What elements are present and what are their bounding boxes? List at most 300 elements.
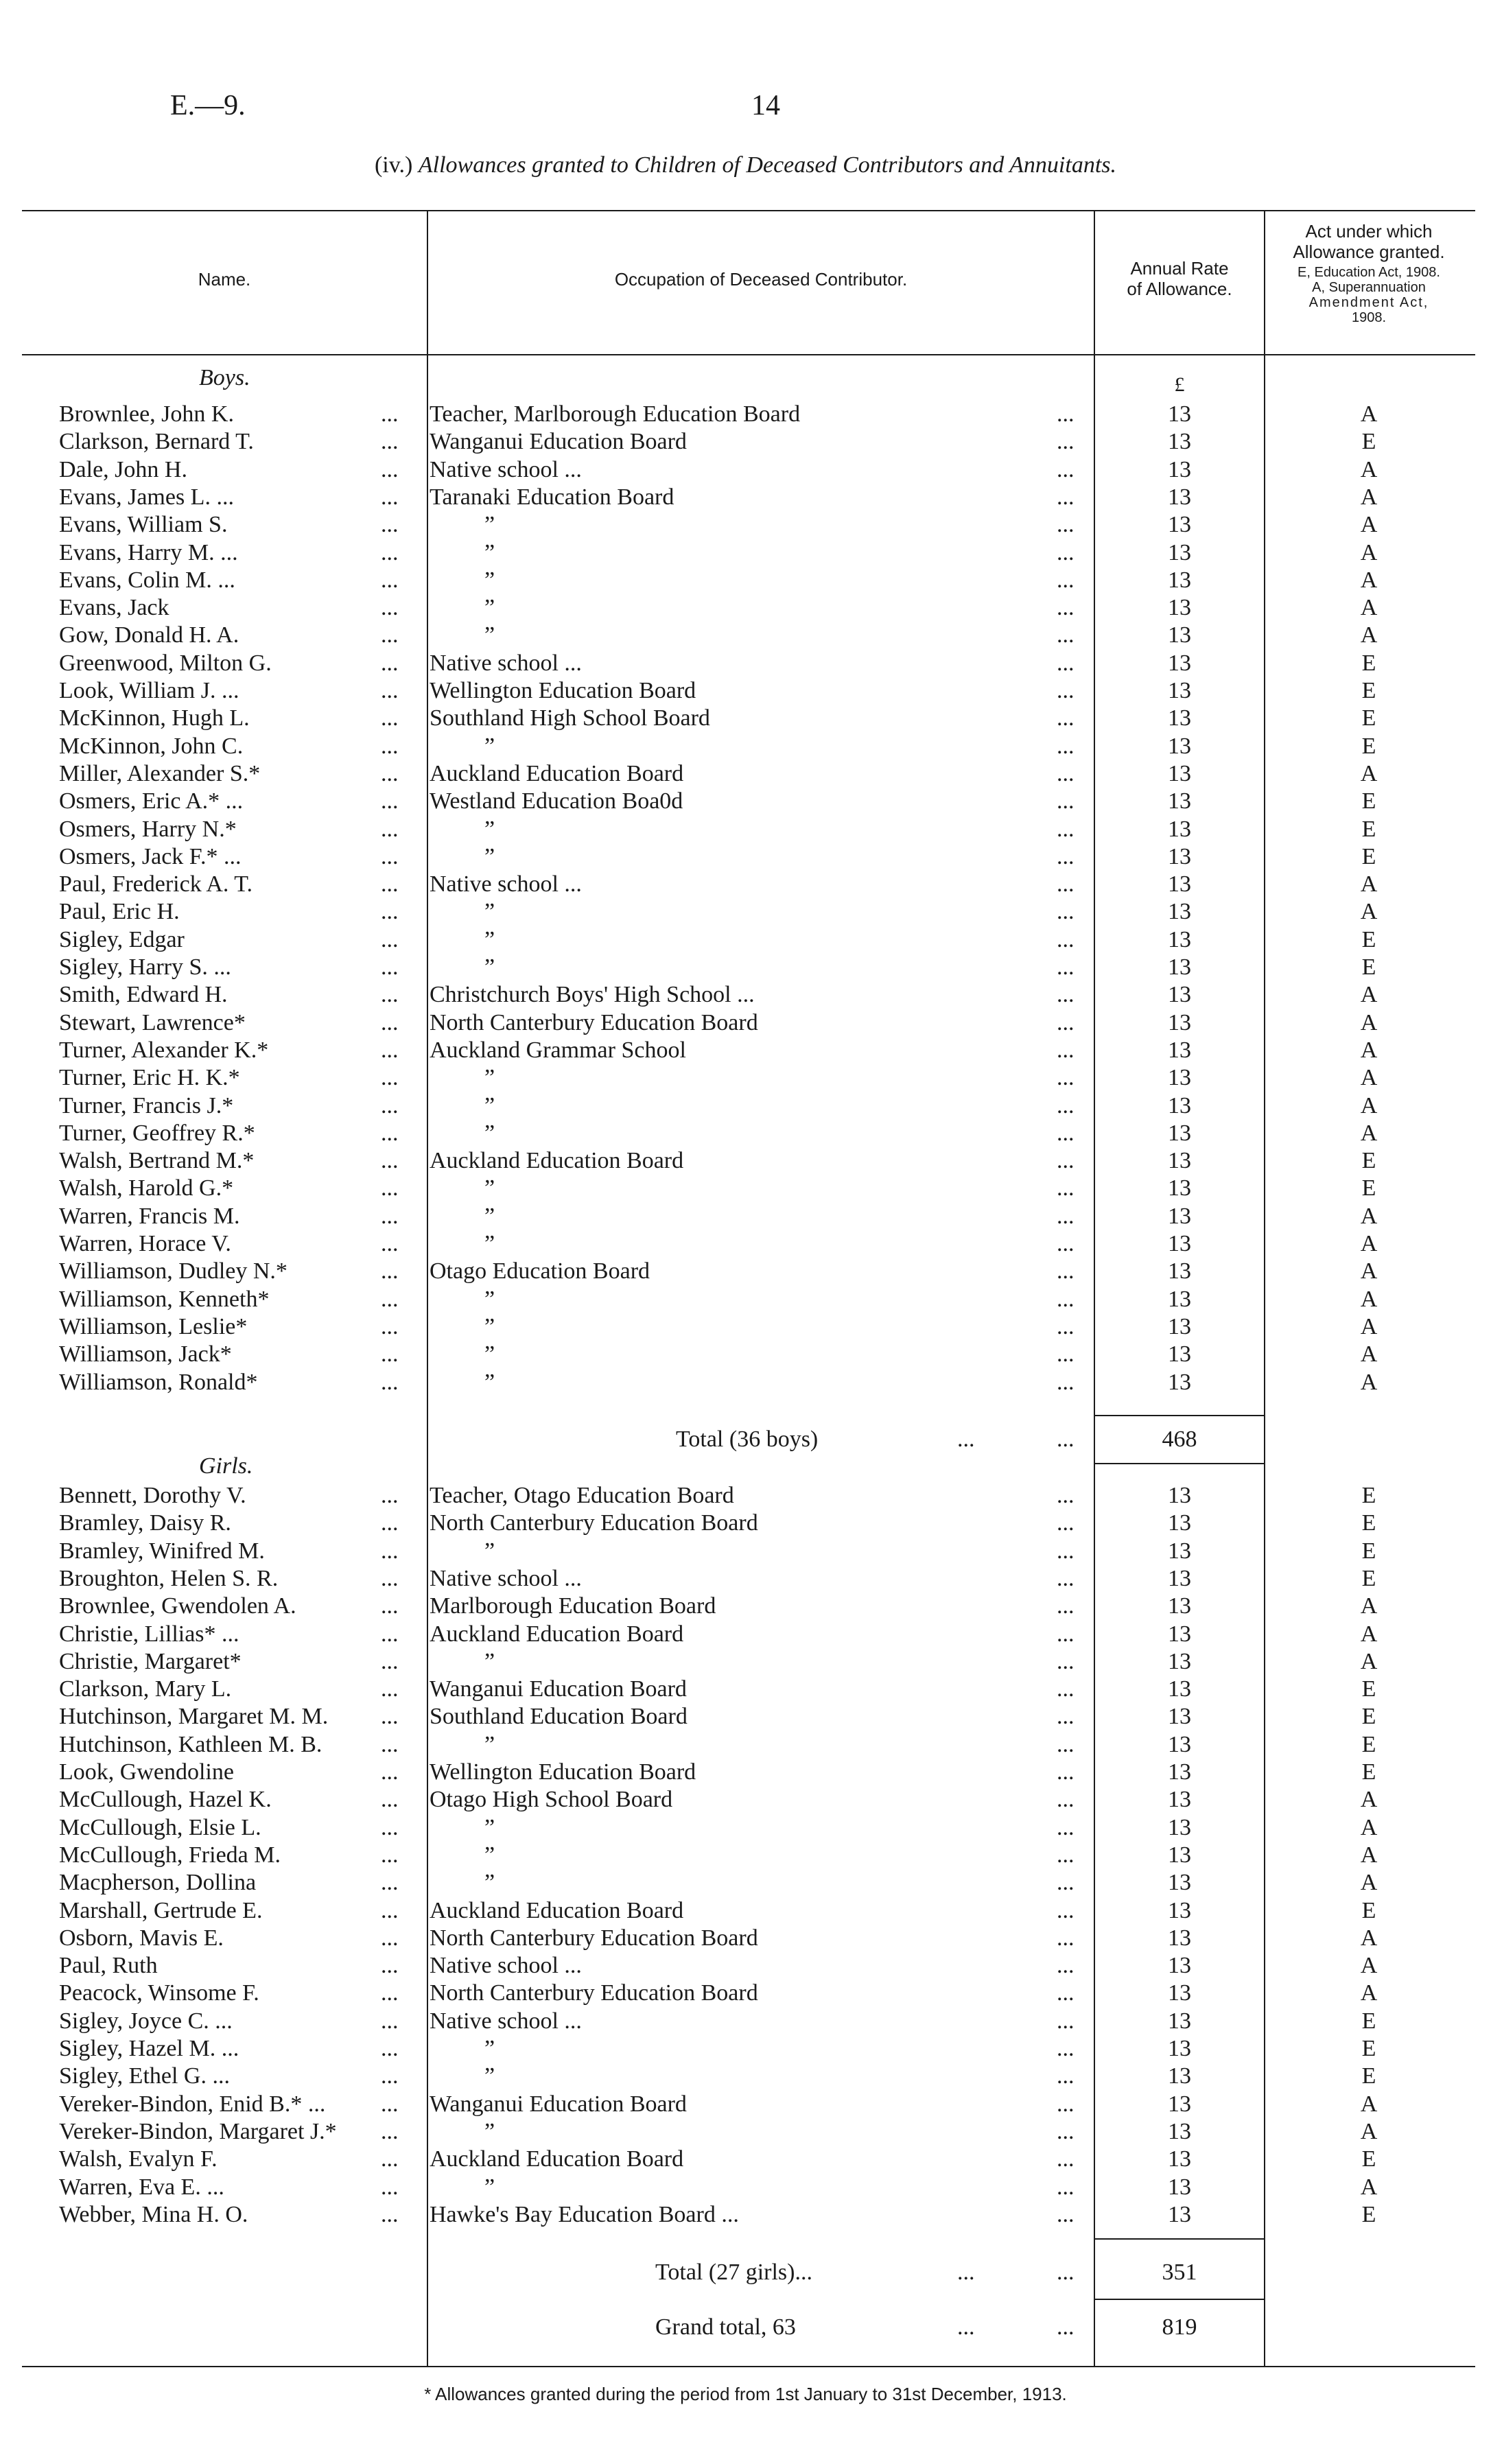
- act-cell: A: [1360, 2118, 1378, 2144]
- name-cell: Osmers, Harry N.*: [59, 816, 237, 842]
- occupation-cell: Teacher, Marlborough Education Board: [430, 401, 801, 427]
- table-row: [0, 843, 1491, 871]
- name-cell: Turner, Geoffrey R.*: [59, 1120, 255, 1146]
- name-cell: Bennett, Dorothy V.: [59, 1483, 246, 1508]
- table-row: [0, 594, 1491, 622]
- act-cell: E: [1361, 429, 1376, 455]
- occupation-cell: Auckland Education Board: [430, 2146, 684, 2172]
- rate-cell: 13: [1168, 1286, 1191, 1312]
- name-leader: ...: [381, 1148, 399, 1174]
- occupation-cell: Wanganui Education Board: [430, 1676, 687, 1702]
- name-cell: Osmers, Eric A.* ...: [59, 788, 244, 814]
- rate-cell: 13: [1168, 1676, 1191, 1702]
- name-cell: Sigley, Edgar: [59, 926, 185, 952]
- ditto-mark: ”: [484, 2063, 495, 2089]
- act-cell: A: [1360, 1231, 1378, 1256]
- table-row: [0, 677, 1491, 705]
- name-leader: ...: [381, 1286, 399, 1312]
- occupation-leader: ...: [1057, 1148, 1075, 1174]
- footnote: * Allowances granted during the period from 1st January to 31st December, 1913.: [424, 2384, 1067, 2404]
- name-leader: ...: [381, 539, 399, 565]
- act-cell: E: [1361, 2146, 1376, 2172]
- occupation-leader: ...: [1057, 816, 1075, 842]
- occupation-leader: ...: [1057, 2146, 1075, 2172]
- act-cell: E: [1361, 650, 1376, 676]
- act-cell: A: [1360, 456, 1378, 482]
- occupation-cell: Hawke's Bay Education Board ...: [430, 2201, 739, 2227]
- name-leader: ...: [381, 733, 399, 759]
- name-cell: Paul, Eric H.: [59, 899, 180, 925]
- act-cell: E: [1361, 1483, 1376, 1508]
- occupation-leader: ...: [1057, 1120, 1075, 1146]
- name-leader: ...: [381, 595, 399, 621]
- occupation-leader: ...: [1057, 1787, 1075, 1813]
- rate-cell: 13: [1168, 871, 1191, 897]
- rate-cell: 13: [1168, 1313, 1191, 1339]
- column-header-name: Name.: [198, 269, 251, 290]
- occupation-leader: ...: [1057, 622, 1075, 648]
- act-cell: A: [1360, 1258, 1378, 1284]
- occupation-cell: Auckland Education Board: [430, 1621, 684, 1647]
- act-cell: A: [1360, 512, 1378, 538]
- occupation-cell: Westland Education Boa0d: [430, 788, 683, 814]
- ditto-mark: ”: [484, 595, 495, 621]
- name-leader: ...: [381, 2174, 399, 2200]
- occupation-leader: ...: [1057, 899, 1075, 925]
- name-leader: ...: [381, 1980, 399, 2006]
- occupation-cell: Otago Education Board: [430, 1258, 650, 1284]
- rate-cell: 13: [1168, 1897, 1191, 1923]
- name-cell: Warren, Horace V.: [59, 1231, 231, 1256]
- girls-total-label: Total (27 girls)...: [655, 2260, 812, 2285]
- table-row: [0, 1814, 1491, 1842]
- act-cell: A: [1360, 622, 1378, 648]
- act-cell: E: [1361, 954, 1376, 980]
- table-row: [0, 871, 1491, 898]
- rate-cell: 13: [1168, 1925, 1191, 1951]
- act-cell: E: [1361, 1538, 1376, 1564]
- act-cell: A: [1360, 1286, 1378, 1312]
- occupation-cell: Native school ...: [430, 650, 582, 676]
- rate-cell: 13: [1168, 1842, 1191, 1868]
- column-header-rate: [1095, 258, 1264, 299]
- act-cell: A: [1360, 1203, 1378, 1229]
- name-leader: ...: [381, 1092, 399, 1118]
- name-cell: Osmers, Jack F.* ...: [59, 843, 242, 869]
- name-cell: Smith, Edward H.: [59, 982, 228, 1008]
- act-cell: A: [1360, 1593, 1378, 1619]
- table-row: [0, 1648, 1491, 1676]
- rate-cell: 13: [1168, 1565, 1191, 1591]
- name-cell: Turner, Eric H. K.*: [59, 1065, 240, 1091]
- rate-cell: 13: [1168, 2118, 1191, 2144]
- name-leader: ...: [381, 982, 399, 1008]
- column-header-act-line2: Allowance granted.: [1293, 242, 1445, 262]
- name-cell: Clarkson, Mary L.: [59, 1676, 232, 1702]
- act-cell: E: [1361, 1565, 1376, 1591]
- name-leader: ...: [381, 1120, 399, 1146]
- occupation-leader: ...: [1057, 705, 1075, 731]
- ditto-mark: ”: [484, 1065, 495, 1091]
- occupation-leader: ...: [1057, 2091, 1075, 2117]
- occupation-leader: ...: [1057, 1483, 1075, 1508]
- name-leader: ...: [381, 2201, 399, 2227]
- occupation-leader: ...: [1057, 1037, 1075, 1063]
- name-cell: Williamson, Kenneth*: [59, 1286, 270, 1312]
- act-cell: A: [1360, 2091, 1378, 2117]
- name-cell: McKinnon, John C.: [59, 733, 244, 759]
- occupation-cell: Otago High School Board: [430, 1787, 673, 1813]
- act-cell: E: [1361, 1704, 1376, 1730]
- act-cell: A: [1360, 1814, 1378, 1840]
- name-leader: ...: [381, 1953, 399, 1979]
- name-cell: Greenwood, Milton G.: [59, 650, 272, 676]
- rate-cell: 13: [1168, 982, 1191, 1008]
- act-cell: A: [1360, 1092, 1378, 1118]
- act-cell: A: [1360, 567, 1378, 593]
- name-leader: ...: [381, 567, 399, 593]
- table-title-prefix: (iv.): [374, 152, 413, 178]
- table-row: [0, 1230, 1491, 1258]
- rate-cell: 13: [1168, 1483, 1191, 1508]
- occupation-leader: ...: [1057, 1231, 1075, 1256]
- name-cell: Brownlee, John K.: [59, 401, 234, 427]
- column-header-act-line1: Act under which: [1305, 221, 1433, 242]
- name-cell: Gow, Donald H. A.: [59, 622, 239, 648]
- rate-cell: 13: [1168, 2091, 1191, 2117]
- name-cell: Vereker-Bindon, Margaret J.*: [59, 2118, 337, 2144]
- column-header-rate-line1: Annual Rate: [1130, 258, 1229, 279]
- boys-total-rule: [1094, 1463, 1265, 1464]
- rate-cell: 13: [1168, 733, 1191, 759]
- act-cell: E: [1361, 1759, 1376, 1785]
- girls-subtotal-rule: [1094, 2238, 1265, 2240]
- occupation-cell: Wellington Education Board: [430, 678, 696, 703]
- name-leader: ...: [381, 954, 399, 980]
- section-heading-boys: Boys.: [199, 365, 250, 390]
- table-row: [0, 1092, 1491, 1120]
- table-row: [0, 1869, 1491, 1897]
- name-cell: Macpherson, Dollina: [59, 1870, 257, 1896]
- name-cell: Look, William J. ...: [59, 678, 239, 703]
- name-leader: ...: [381, 1538, 399, 1564]
- occupation-leader: ...: [1057, 1897, 1075, 1923]
- rate-cell: 13: [1168, 1704, 1191, 1730]
- name-leader: ...: [381, 429, 399, 455]
- occupation-cell: Native school ...: [430, 456, 582, 482]
- rate-cell: 13: [1168, 1787, 1191, 1813]
- name-leader: ...: [381, 843, 399, 869]
- rate-cell: 13: [1168, 1621, 1191, 1647]
- name-leader: ...: [381, 512, 399, 538]
- occupation-cell: Wanganui Education Board: [430, 429, 687, 455]
- rate-cell: 13: [1168, 2063, 1191, 2089]
- name-leader: ...: [381, 1731, 399, 1757]
- name-leader: ...: [381, 926, 399, 952]
- name-cell: Evans, Jack: [59, 595, 169, 621]
- table-row: [0, 733, 1491, 760]
- name-cell: Dale, John H.: [59, 456, 187, 482]
- rate-cell: 13: [1168, 2146, 1191, 2172]
- occupation-leader: ...: [1057, 1313, 1075, 1339]
- name-cell: Sigley, Joyce C. ...: [59, 2008, 233, 2034]
- name-cell: Warren, Francis M.: [59, 1203, 240, 1229]
- act-cell: E: [1361, 705, 1376, 731]
- occupation-cell: Auckland Education Board: [430, 1148, 684, 1174]
- rate-cell: 13: [1168, 1092, 1191, 1118]
- occupation-cell: Wanganui Education Board: [430, 2091, 687, 2117]
- occupation-cell: Teacher, Otago Education Board: [430, 1483, 734, 1508]
- act-cell: E: [1361, 843, 1376, 869]
- occupation-cell: Southland High School Board: [430, 705, 710, 731]
- occupation-leader: ...: [1057, 1286, 1075, 1312]
- act-cell: E: [1361, 2008, 1376, 2034]
- name-leader: ...: [381, 1203, 399, 1229]
- name-cell: Evans, James L. ...: [59, 484, 234, 510]
- table-row: [0, 511, 1491, 539]
- table-row: [0, 401, 1491, 428]
- ditto-mark: ”: [484, 2174, 495, 2200]
- act-cell: A: [1360, 982, 1378, 1008]
- name-cell: Bramley, Winifred M.: [59, 1538, 265, 1564]
- rate-cell: 13: [1168, 512, 1191, 538]
- table-row: [0, 2201, 1491, 2229]
- occupation-cell: Native school ...: [430, 2008, 582, 2034]
- table-row: [0, 1258, 1491, 1285]
- name-leader: ...: [381, 1483, 399, 1508]
- ditto-mark: ”: [484, 2036, 495, 2061]
- table-row: [0, 1842, 1491, 1869]
- name-cell: Sigley, Hazel M. ...: [59, 2036, 239, 2061]
- rate-cell: 13: [1168, 2174, 1191, 2200]
- occupation-leader: ...: [1057, 2036, 1075, 2061]
- occupation-leader: ...: [1057, 650, 1075, 676]
- rate-cell: 13: [1168, 1009, 1191, 1035]
- ditto-mark: ”: [484, 1203, 495, 1229]
- name-cell: Turner, Alexander K.*: [59, 1037, 269, 1063]
- rate-cell: 13: [1168, 2201, 1191, 2227]
- ditto-mark: ”: [484, 622, 495, 648]
- rate-cell: 13: [1168, 926, 1191, 952]
- act-legend-a: A, Superannuation: [1312, 280, 1426, 295]
- table-row: [0, 1482, 1491, 1510]
- occupation-leader: ...: [1057, 1676, 1075, 1702]
- occupation-leader: ...: [1057, 1065, 1075, 1091]
- occupation-leader: ...: [1057, 2174, 1075, 2200]
- document-reference: E.—9.: [170, 90, 246, 121]
- name-cell: Walsh, Bertrand M.*: [59, 1148, 255, 1174]
- girls-total-leader-2: ...: [1057, 2260, 1075, 2285]
- act-cell: E: [1361, 816, 1376, 842]
- boys-total-leader-1: ...: [957, 1427, 975, 1452]
- rate-cell: 13: [1168, 1369, 1191, 1395]
- name-leader: ...: [381, 1704, 399, 1730]
- table-row: [0, 1147, 1491, 1175]
- table-row: [0, 1538, 1491, 1565]
- occupation-cell: North Canterbury Education Board: [430, 1510, 758, 1536]
- name-leader: ...: [381, 1231, 399, 1256]
- ditto-mark: ”: [484, 733, 495, 759]
- name-cell: Williamson, Dudley N.*: [59, 1258, 287, 1284]
- ditto-mark: ”: [484, 899, 495, 925]
- occupation-leader: ...: [1057, 1175, 1075, 1201]
- occupation-leader: ...: [1057, 595, 1075, 621]
- name-leader: ...: [381, 1565, 399, 1591]
- occupation-leader: ...: [1057, 954, 1075, 980]
- grand-total-label: Grand total, 63: [655, 2314, 796, 2340]
- occupation-leader: ...: [1057, 1842, 1075, 1868]
- name-leader: ...: [381, 760, 399, 786]
- occupation-leader: ...: [1057, 1704, 1075, 1730]
- name-leader: ...: [381, 705, 399, 731]
- ditto-mark: ”: [484, 539, 495, 565]
- name-leader: ...: [381, 1037, 399, 1063]
- name-leader: ...: [381, 1065, 399, 1091]
- name-cell: Williamson, Jack*: [59, 1341, 232, 1368]
- name-cell: Stewart, Lawrence*: [59, 1009, 246, 1035]
- name-leader: ...: [381, 678, 399, 703]
- act-cell: A: [1360, 1870, 1378, 1896]
- rate-cell: 13: [1168, 1953, 1191, 1979]
- act-cell: A: [1360, 1925, 1378, 1951]
- occupation-cell: Christchurch Boys' High School ...: [430, 982, 755, 1008]
- act-cell: E: [1361, 1175, 1376, 1201]
- rate-cell: 13: [1168, 484, 1191, 510]
- occupation-leader: ...: [1057, 1621, 1075, 1647]
- occupation-leader: ...: [1057, 456, 1075, 482]
- name-cell: Paul, Frederick A. T.: [59, 871, 253, 897]
- header-bottom-rule: [22, 354, 1475, 355]
- table-row: [0, 1703, 1491, 1730]
- act-cell: E: [1361, 1148, 1376, 1174]
- name-leader: ...: [381, 1258, 399, 1284]
- act-cell: A: [1360, 871, 1378, 897]
- act-cell: E: [1361, 733, 1376, 759]
- table-row: [0, 1897, 1491, 1925]
- table-row: [0, 926, 1491, 954]
- occupation-leader: ...: [1057, 1925, 1075, 1951]
- table-row: [0, 1037, 1491, 1064]
- occupation-cell: Southland Education Board: [430, 1704, 688, 1730]
- occupation-leader: ...: [1057, 1980, 1075, 2006]
- table-row: [0, 1676, 1491, 1703]
- table-row: [0, 1593, 1491, 1620]
- table-row: [0, 1009, 1491, 1037]
- table-row: [0, 981, 1491, 1009]
- name-cell: Warren, Eva E. ...: [59, 2174, 224, 2200]
- name-cell: Broughton, Helen S. R.: [59, 1565, 279, 1591]
- act-cell: A: [1360, 1953, 1378, 1979]
- table-row: [0, 2146, 1491, 2173]
- rate-cell: 13: [1168, 678, 1191, 703]
- ditto-mark: ”: [484, 1731, 495, 1757]
- ditto-mark: ”: [484, 926, 495, 952]
- ditto-mark: ”: [484, 1842, 495, 1868]
- occupation-cell: Native school ...: [430, 871, 582, 897]
- rate-cell: 13: [1168, 1231, 1191, 1256]
- occupation-cell: Auckland Grammar School: [430, 1037, 686, 1063]
- act-legend-e: E, Education Act, 1908.: [1298, 265, 1440, 280]
- name-leader: ...: [381, 899, 399, 925]
- name-cell: Williamson, Ronald*: [59, 1369, 258, 1395]
- table-row: [0, 1369, 1491, 1396]
- ditto-mark: ”: [484, 1286, 495, 1312]
- ditto-mark: ”: [484, 1313, 495, 1339]
- rate-cell: 13: [1168, 595, 1191, 621]
- name-leader: ...: [381, 1648, 399, 1674]
- occupation-leader: ...: [1057, 843, 1075, 869]
- name-cell: Webber, Mina H. O.: [59, 2201, 248, 2227]
- table-row: [0, 1341, 1491, 1368]
- name-cell: McCullough, Hazel K.: [59, 1787, 272, 1813]
- rate-cell: 13: [1168, 429, 1191, 455]
- ditto-mark: ”: [484, 1369, 495, 1395]
- rate-cell: 13: [1168, 1203, 1191, 1229]
- table-row: [0, 622, 1491, 649]
- act-cell: E: [1361, 1510, 1376, 1536]
- name-cell: Christie, Margaret*: [59, 1648, 242, 1674]
- table-row: [0, 705, 1491, 732]
- name-leader: ...: [381, 788, 399, 814]
- act-cell: A: [1360, 1313, 1378, 1339]
- rate-cell: 13: [1168, 456, 1191, 482]
- rate-cell: 13: [1168, 1593, 1191, 1619]
- name-cell: McCullough, Elsie L.: [59, 1814, 261, 1840]
- name-leader: ...: [381, 871, 399, 897]
- boys-total-value: 468: [1162, 1427, 1197, 1452]
- name-cell: Brownlee, Gwendolen A.: [59, 1593, 296, 1619]
- act-cell: A: [1360, 539, 1378, 565]
- table-row: [0, 428, 1491, 456]
- act-cell: A: [1360, 2174, 1378, 2200]
- act-cell: E: [1361, 1731, 1376, 1757]
- ditto-mark: ”: [484, 512, 495, 538]
- name-leader: ...: [381, 1510, 399, 1536]
- rate-cell: 13: [1168, 816, 1191, 842]
- boys-total-leader-2: ...: [1057, 1427, 1075, 1452]
- ditto-mark: ”: [484, 1120, 495, 1146]
- act-cell: A: [1360, 1648, 1378, 1674]
- table-row: [0, 1731, 1491, 1759]
- name-leader: ...: [381, 2146, 399, 2172]
- occupation-leader: ...: [1057, 1565, 1075, 1591]
- ditto-mark: ”: [484, 567, 495, 593]
- act-cell: A: [1360, 1980, 1378, 2006]
- act-cell: A: [1360, 1120, 1378, 1146]
- grand-total-value: 819: [1162, 2314, 1197, 2340]
- ditto-mark: ”: [484, 2118, 495, 2144]
- name-leader: ...: [381, 1341, 399, 1368]
- act-cell: E: [1361, 2063, 1376, 2089]
- name-cell: Walsh, Harold G.*: [59, 1175, 234, 1201]
- occupation-leader: ...: [1057, 1369, 1075, 1395]
- name-leader: ...: [381, 1369, 399, 1395]
- table-row: [0, 2035, 1491, 2063]
- name-leader: ...: [381, 2036, 399, 2061]
- ditto-mark: ”: [484, 1814, 495, 1840]
- occupation-leader: ...: [1057, 401, 1075, 427]
- act-cell: A: [1360, 899, 1378, 925]
- name-cell: Christie, Lillias* ...: [59, 1621, 239, 1647]
- occupation-leader: ...: [1057, 2063, 1075, 2089]
- name-cell: Vereker-Bindon, Enid B.* ...: [59, 2091, 326, 2117]
- act-legend-a-year: 1908.: [1351, 310, 1387, 325]
- occupation-leader: ...: [1057, 926, 1075, 952]
- name-leader: ...: [381, 456, 399, 482]
- occupation-leader: ...: [1057, 2118, 1075, 2144]
- name-leader: ...: [381, 1593, 399, 1619]
- occupation-leader: ...: [1057, 733, 1075, 759]
